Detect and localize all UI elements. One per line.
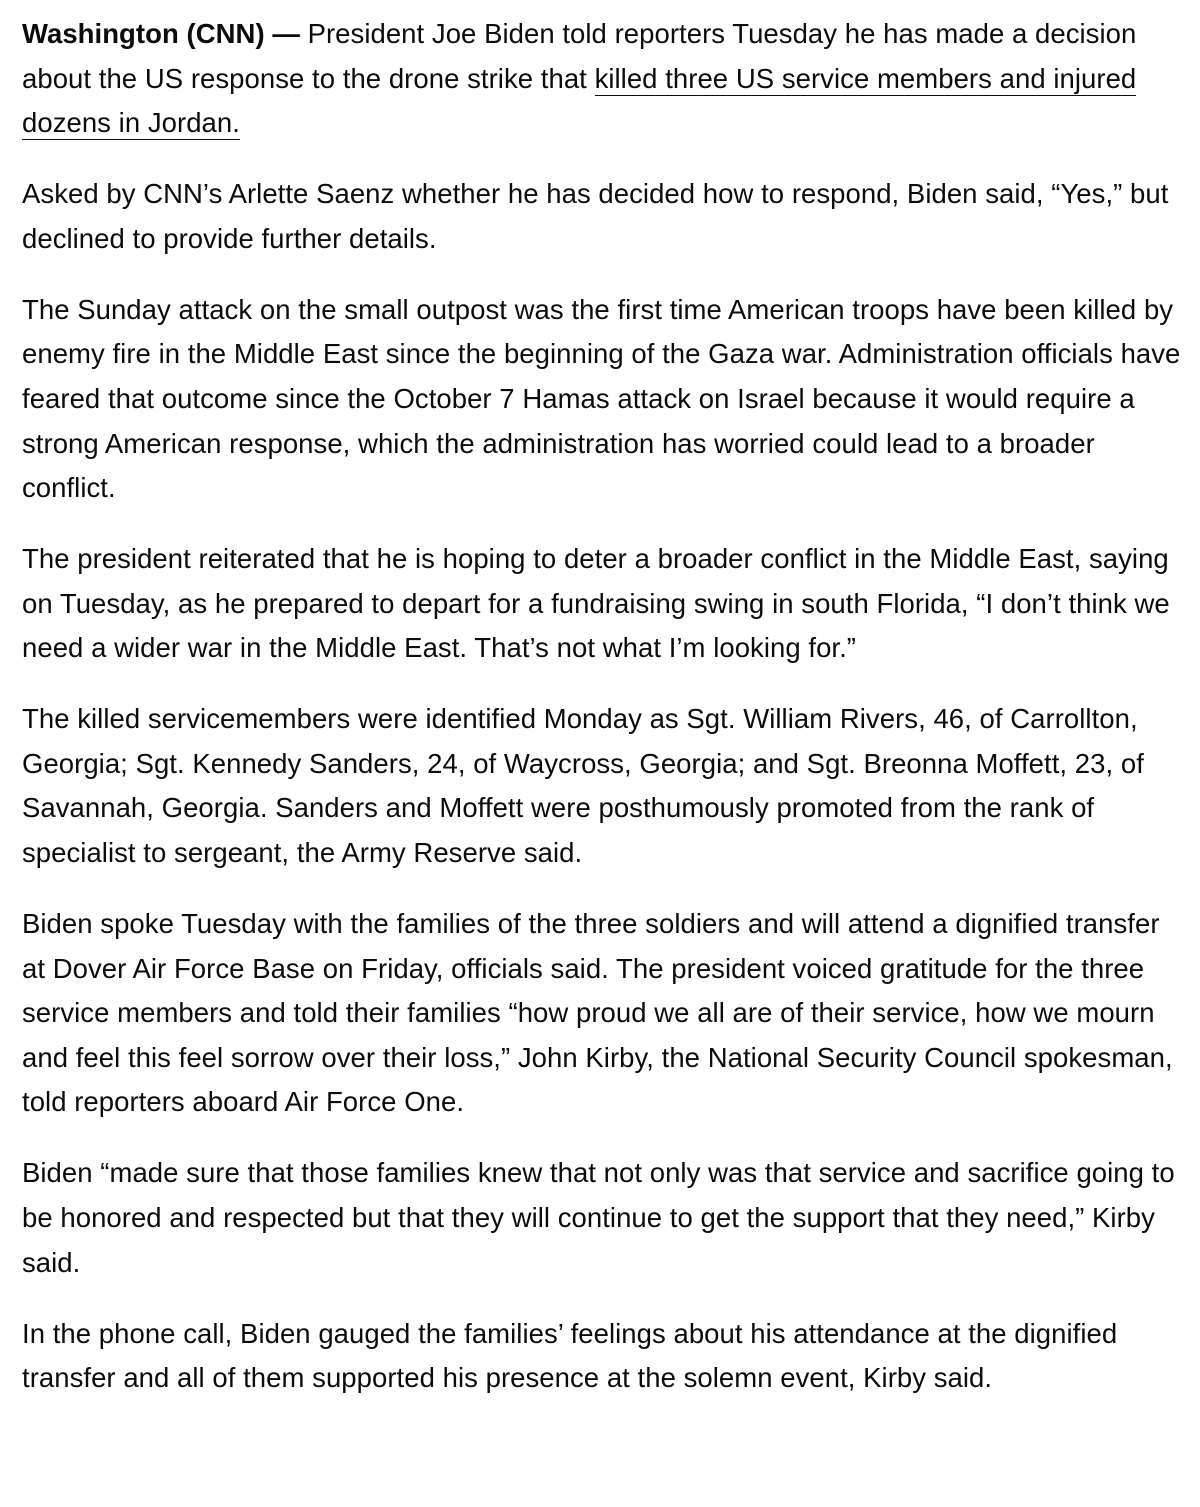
paragraph-8: In the phone call, Biden gauged the families’ feelings about his attendance at the dignified transfer and all of them supported his presence at the solemn event, Kirby said. bbox=[22, 1317, 1118, 1394]
paragraph-7: Biden “made sure that those families knew that not only was that service and sacrifice going to be honored and respected but that they will continue to get the support that they need,” Kirby said. bbox=[22, 1157, 1175, 1278]
paragraph-4: The president reiterated that he is hoping to deter a broader conflict in the Middle East, saying on Tuesday, as he prepared to depart for a fundraising swing in south Florida, “I don’t think we need a wider war in the Middle East. That’s not what I’m looking for.” bbox=[22, 543, 1170, 664]
paragraph-1 bbox=[22, 12, 1184, 146]
paragraph-1-text: President Joe Biden told reporters Tuesday he has made a decision about the US response to the drone strike that bbox=[22, 18, 1137, 94]
jordan-attack-link[interactable]: killed three US service members and injured dozens in Jordan. bbox=[22, 62, 1137, 139]
paragraph-5: The killed servicemembers were identified Monday as Sgt. William Rivers, 46, of Carrollton, Georgia; Sgt. Kennedy Sanders, 24, of Waycross, Georgia; and Sgt. Breonna Moffett, 23, of Savannah, Georgia. Sanders and Moffett were posthumously promoted from the rank of specialist to sergeant, the Army Reserve said. bbox=[22, 703, 1144, 869]
paragraph-3: The Sunday attack on the small outpost was the first time American troops have been killed by enemy fire in the Middle East since the beginning of the Gaza war. Administration officials have feared that outcome since the October 7 Hamas attack on Israel because it would require a strong American response, which the administration has worried could lead to a broader conflict. bbox=[22, 293, 1181, 504]
dateline: Washington (CNN) — bbox=[22, 18, 300, 49]
paragraph-6: Biden spoke Tuesday with the families of the three soldiers and will attend a dignified transfer at Dover Air Force Base on Friday, officials said. The president voiced gratitude for the three service members and told their families “how proud we all are of their service, how we mourn and feel this feel sorrow over their loss,” John Kirby, the National Security Council spokesman, told reporters aboard Air Force One. bbox=[22, 908, 1173, 1118]
paragraph-2: Asked by CNN’s Arlette Saenz whether he has decided how to respond, Biden said, “Yes,” but declined to provide further details. bbox=[22, 178, 1169, 254]
